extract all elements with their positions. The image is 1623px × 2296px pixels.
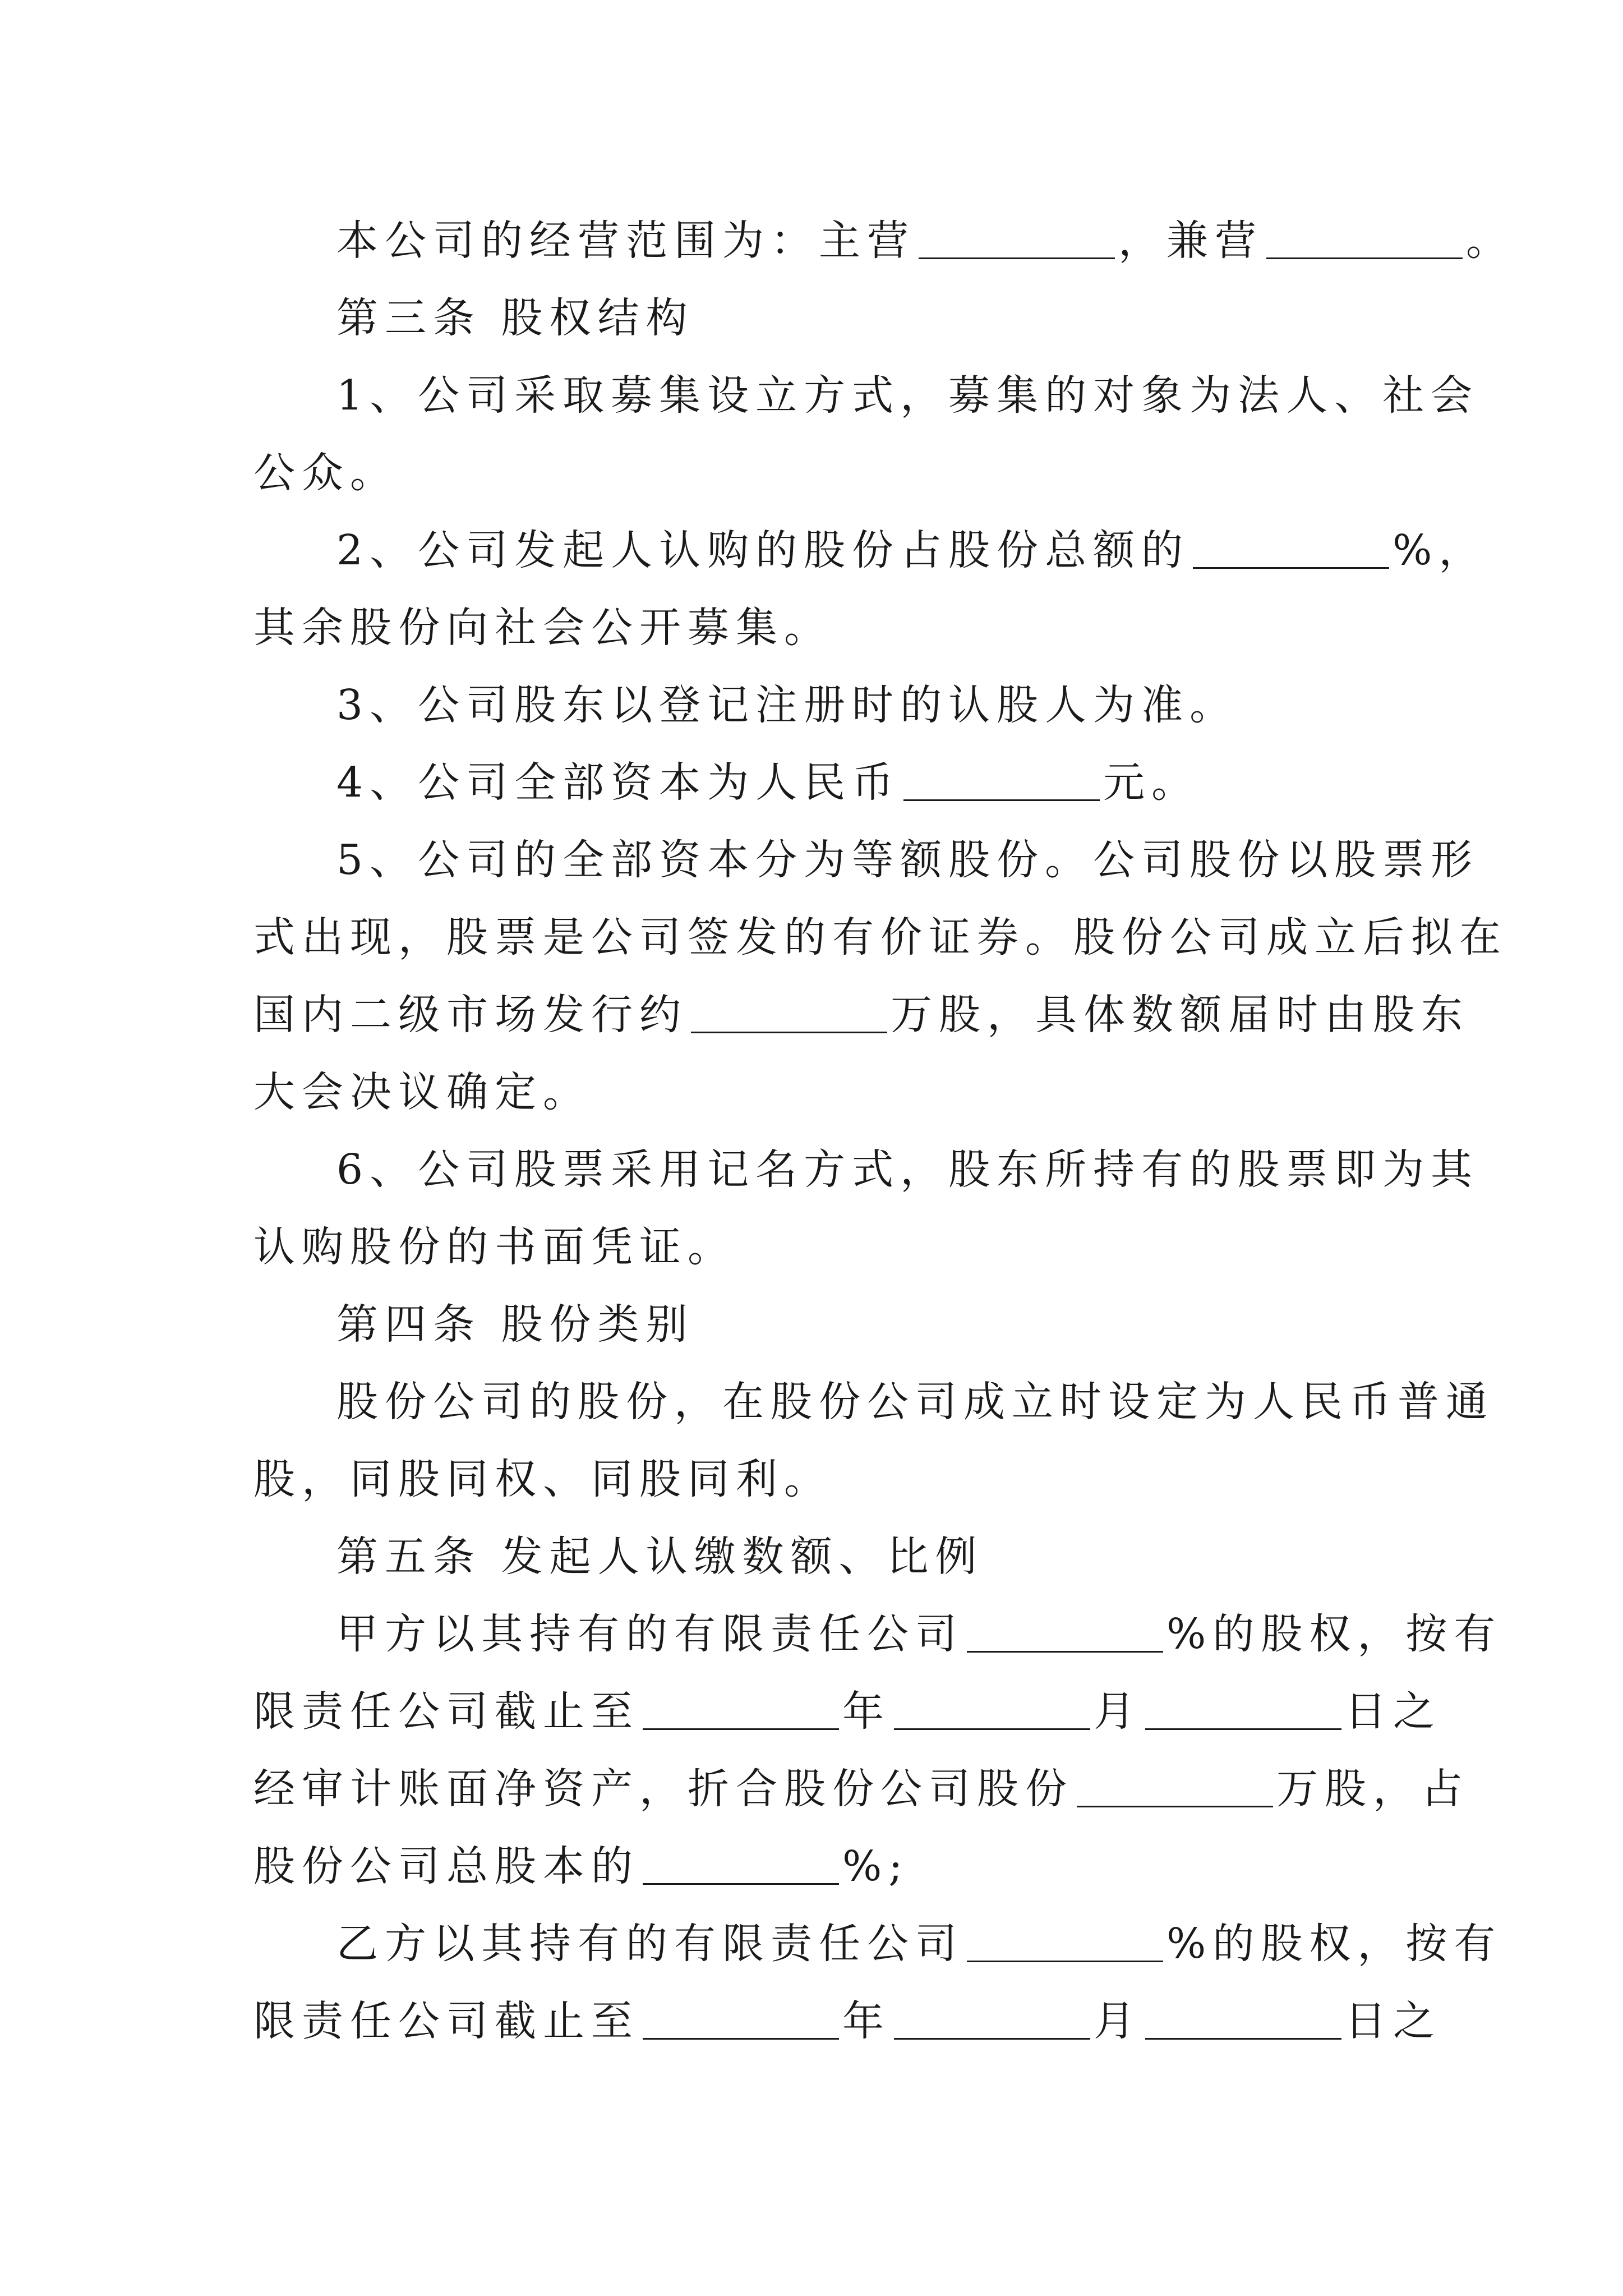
line-text: 甲方以其持有的有限责任公司 (336, 1610, 963, 1658)
fill-in-blank (691, 990, 887, 1033)
line-text: ，兼营 (1118, 217, 1263, 265)
line-text: 6、公司股票采用记名方式，股东所持有的股票即为其 (336, 1145, 1479, 1194)
document-line (253, 1982, 1441, 2060)
line-text: 限责任公司截止至 (253, 1997, 639, 2045)
line-text: 股份公司总股本的 (253, 1842, 639, 1890)
fill-in-blank (1145, 1996, 1341, 2040)
document-line (253, 1053, 1392, 1131)
document-line (253, 357, 1479, 434)
fill-in-blank (643, 1996, 839, 2040)
document-line (253, 202, 1514, 279)
fill-in-blank (894, 1996, 1090, 2040)
fill-in-blank (1193, 526, 1389, 569)
line-text: 月 (1094, 1997, 1142, 2045)
line-text: 万股，占 (1276, 1765, 1469, 1813)
document-line (253, 512, 1487, 589)
line-text: %的股权，按有 (1166, 1610, 1502, 1658)
line-text: 日之 (1345, 1997, 1441, 2045)
line-text: 股份公司的股份，在股份公司成立时设定为人民币普通 (336, 1378, 1494, 1426)
document-line (253, 1905, 1502, 1982)
fill-in-blank (919, 216, 1115, 259)
document-line (253, 666, 1392, 744)
line-text: 月 (1094, 1687, 1142, 1736)
document-line (253, 589, 1392, 666)
line-text: 国内二级市场发行约 (253, 991, 688, 1039)
line-text: 年 (842, 1997, 891, 2045)
line-text: 限责任公司截止至 (253, 1687, 639, 1736)
fill-in-blank (903, 758, 1100, 801)
line-text: %; (842, 1842, 910, 1890)
fill-in-blank (967, 1609, 1163, 1653)
line-text: 股，同股同权、同股同利。 (253, 1455, 832, 1503)
document-line (253, 1750, 1469, 1828)
line-text: 4、公司全部资本为人民币 (336, 758, 901, 807)
line-text: 认购股份的书面凭证。 (253, 1223, 736, 1271)
line-text: 第三条 股权结构 (336, 294, 694, 342)
fill-in-blank (967, 1919, 1163, 1962)
document-line (253, 1286, 1392, 1363)
line-text: 日之 (1345, 1687, 1441, 1736)
line-text: 大会决议确定。 (253, 1068, 591, 1116)
line-text: 公众。 (253, 449, 398, 497)
fill-in-blank (643, 1687, 839, 1730)
document-line (253, 821, 1479, 899)
line-text: 年 (842, 1687, 891, 1736)
document-line (253, 1363, 1494, 1441)
line-text: 本公司的经营范围为：主营 (336, 217, 915, 265)
document-line (253, 744, 1392, 821)
line-text: 。 (1466, 217, 1514, 265)
fill-in-blank (1145, 1687, 1341, 1730)
document-line (253, 1131, 1479, 1208)
document-line (253, 976, 1469, 1053)
fill-in-blank (1077, 1764, 1273, 1807)
document-line (253, 1518, 1392, 1595)
line-text: %， (1393, 526, 1487, 574)
line-text: 第四条 股份类别 (336, 1300, 694, 1349)
document-line (253, 1673, 1441, 1750)
line-text: 第五条 发起人认缴数额、比例 (336, 1533, 984, 1581)
line-text: 1、公司采取募集设立方式，募集的对象为法人、社会 (336, 371, 1479, 420)
line-text: 元。 (1103, 758, 1200, 807)
line-text: 其余股份向社会公开募集。 (253, 604, 832, 652)
document-line (253, 1828, 1392, 1905)
line-text: 3、公司股东以登记注册时的认股人为准。 (336, 681, 1238, 729)
line-text: 经审计账面净资产，折合股份公司股份 (253, 1765, 1073, 1813)
line-text: 乙方以其持有的有限责任公司 (336, 1920, 963, 1968)
fill-in-blank (1266, 216, 1463, 259)
line-text: 式出现，股票是公司签发的有价证券。股份公司成立后拟在 (253, 913, 1507, 961)
line-text: 2、公司发起人认购的股份占股份总额的 (336, 526, 1190, 574)
document-line (253, 1208, 1392, 1286)
fill-in-blank (643, 1842, 839, 1885)
document-line (253, 1441, 1392, 1518)
line-text: %的股权，按有 (1166, 1920, 1502, 1968)
document-line (253, 279, 1392, 357)
document-line (253, 1595, 1502, 1673)
document-body (253, 202, 1514, 2060)
fill-in-blank (894, 1687, 1090, 1730)
line-text: 万股，具体数额届时由股东 (891, 991, 1469, 1039)
document-line (253, 899, 1507, 976)
document-line (253, 434, 1392, 512)
line-text: 5、公司的全部资本分为等额股份。公司股份以股票形 (336, 836, 1479, 884)
